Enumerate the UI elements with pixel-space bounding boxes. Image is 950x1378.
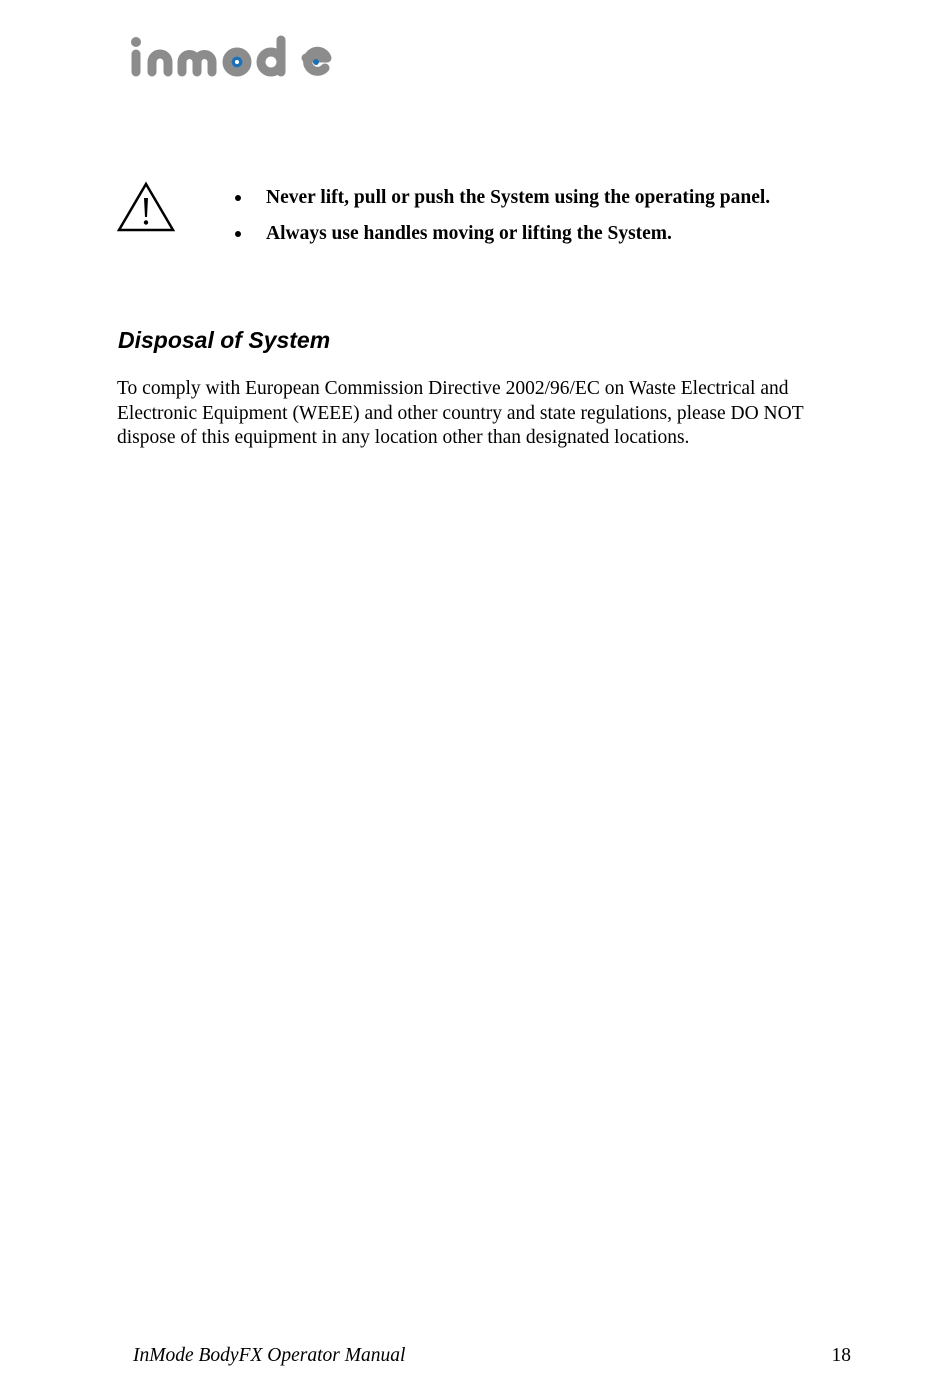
- page-number: 18: [831, 1345, 851, 1366]
- paragraph-line: Electronic Equipment (WEEE) and other country and state regulations, please DO NOT: [117, 402, 804, 424]
- disposal-paragraph: [117, 377, 877, 451]
- bullet-icon: [235, 231, 241, 237]
- page-footer: [133, 1342, 853, 1370]
- warning-triangle-icon: [116, 180, 176, 234]
- paragraph-line: dispose of this equipment in any location other than designated locations.: [117, 427, 690, 448]
- warning-list: [232, 184, 770, 256]
- inmode-logo: [126, 28, 341, 84]
- list-item: [232, 184, 770, 212]
- warning-text: Never lift, pull or push the System using the operating panel.: [266, 187, 771, 208]
- paragraph-line: To comply with European Commission Directive 2002/96/EC on Waste Electrical and: [117, 378, 789, 399]
- footer-title: InMode BodyFX Operator Manual: [133, 1345, 406, 1366]
- section-heading: Disposal of System: [118, 327, 331, 353]
- list-item: [232, 220, 770, 248]
- bullet-icon: [235, 195, 241, 201]
- warning-text: Always use handles moving or lifting the System.: [266, 223, 672, 244]
